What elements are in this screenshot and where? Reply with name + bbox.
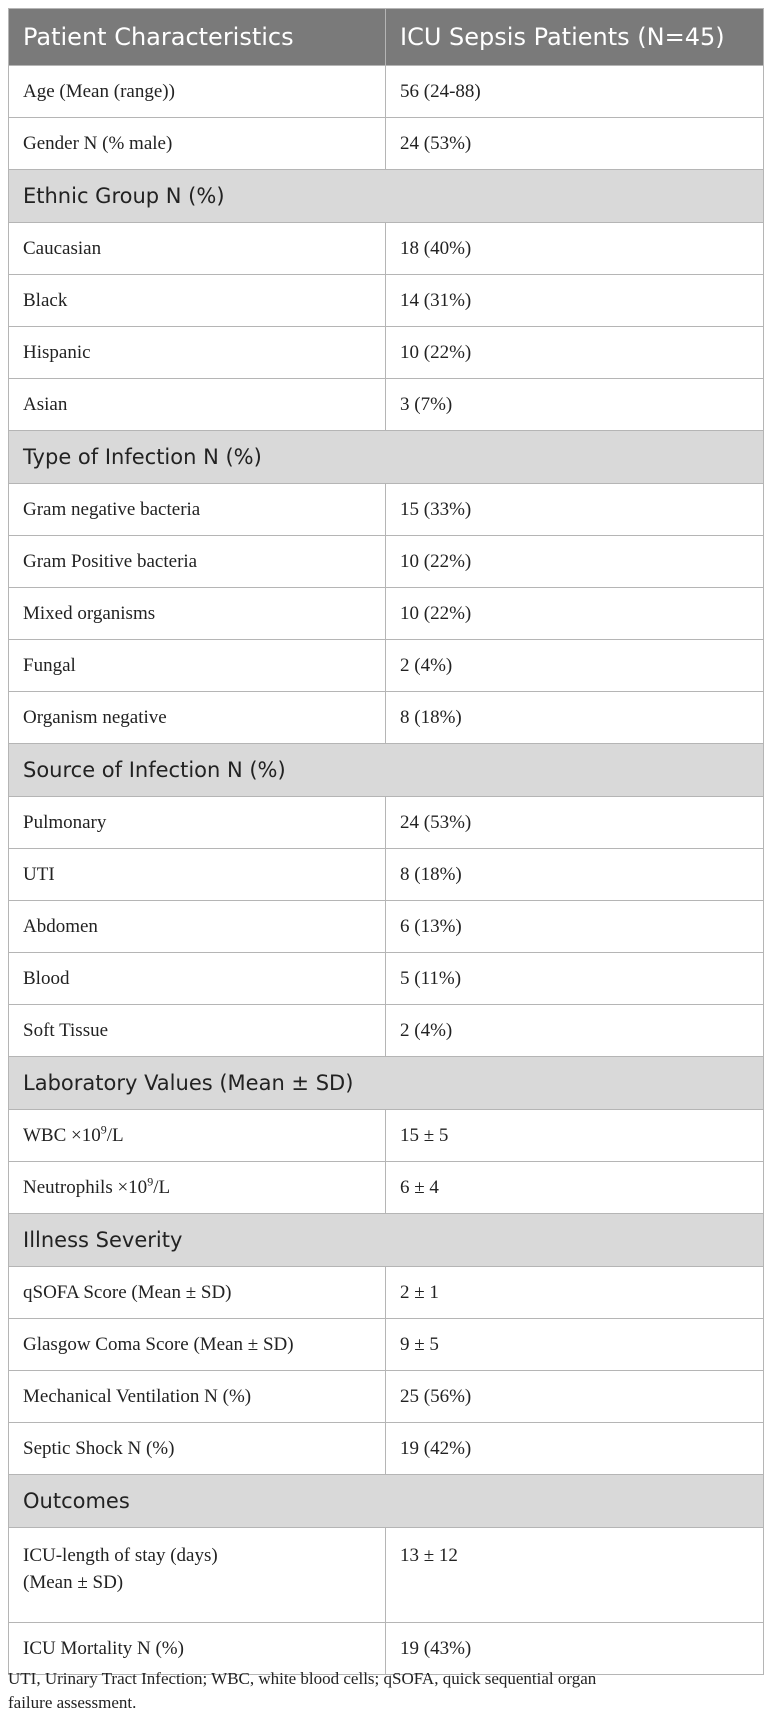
row-label: Organism negative — [9, 692, 386, 744]
table-row — [9, 849, 764, 901]
row-value: 8 (18%) — [386, 849, 764, 901]
table-row — [9, 536, 764, 588]
row-value: 14 (31%) — [386, 275, 764, 327]
section-illness-severity: Illness Severity — [9, 1214, 764, 1267]
row-value: 24 (53%) — [386, 797, 764, 849]
section-header-row — [9, 744, 764, 797]
header-patient-characteristics: Patient Characteristics — [9, 9, 386, 66]
row-value: 10 (22%) — [386, 536, 764, 588]
row-label: ICU Mortality N (%) — [9, 1623, 386, 1675]
row-value: 2 (4%) — [386, 640, 764, 692]
row-value: 18 (40%) — [386, 223, 764, 275]
row-value: 25 (56%) — [386, 1371, 764, 1423]
table-row — [9, 1528, 764, 1623]
table-row — [9, 692, 764, 744]
row-label: UTI — [9, 849, 386, 901]
row-label: Fungal — [9, 640, 386, 692]
footnote-line-2: failure assessment. — [8, 1693, 137, 1712]
row-label: Mechanical Ventilation N (%) — [9, 1371, 386, 1423]
table-row — [9, 66, 764, 118]
los-line-1: ICU-length of stay (days) — [23, 1545, 218, 1566]
table-row — [9, 588, 764, 640]
section-source-of-infection: Source of Infection N (%) — [9, 744, 764, 797]
row-value: 6 ± 4 — [386, 1162, 764, 1214]
row-value: 8 (18%) — [386, 692, 764, 744]
neutrophils-suffix: /L — [153, 1176, 171, 1198]
row-value: 10 (22%) — [386, 327, 764, 379]
row-value: 15 ± 5 — [386, 1110, 764, 1162]
row-value: 13 ± 12 — [386, 1528, 764, 1623]
table-row — [9, 1267, 764, 1319]
row-value: 2 ± 1 — [386, 1267, 764, 1319]
row-label: Black — [9, 275, 386, 327]
footnote-line-1: UTI, Urinary Tract Infection; WBC, white blood cells; qSOFA, quick sequential organ — [8, 1669, 597, 1688]
header-icu-sepsis-patients: ICU Sepsis Patients (N=45) — [386, 9, 764, 66]
row-value: 10 (22%) — [386, 588, 764, 640]
section-header-row — [9, 1475, 764, 1528]
row-value: 3 (7%) — [386, 379, 764, 431]
neutrophils-prefix: Neutrophils ×10 — [23, 1176, 148, 1198]
section-header-row — [9, 170, 764, 223]
row-label: qSOFA Score (Mean ± SD) — [9, 1267, 386, 1319]
characteristics-table-container — [8, 8, 763, 1675]
neutrophils-exponent: 9 — [147, 1174, 154, 1189]
table-row — [9, 327, 764, 379]
wbc-suffix: /L — [106, 1124, 124, 1146]
row-label-length-of-stay — [9, 1528, 386, 1623]
section-ethnic-group: Ethnic Group N (%) — [9, 170, 764, 223]
table-row — [9, 484, 764, 536]
table-footnote — [8, 1667, 768, 1715]
los-line-2: (Mean ± SD) — [23, 1572, 124, 1593]
table-row — [9, 379, 764, 431]
table-row — [9, 1162, 764, 1214]
section-header-row — [9, 1057, 764, 1110]
row-label: Pulmonary — [9, 797, 386, 849]
row-label: Soft Tissue — [9, 1005, 386, 1057]
row-label: Septic Shock N (%) — [9, 1423, 386, 1475]
row-value: 6 (13%) — [386, 901, 764, 953]
row-value: 2 (4%) — [386, 1005, 764, 1057]
row-label: Mixed organisms — [9, 588, 386, 640]
row-label: Caucasian — [9, 223, 386, 275]
row-label: Blood — [9, 953, 386, 1005]
table-row — [9, 901, 764, 953]
row-value: 19 (43%) — [386, 1623, 764, 1675]
table-row — [9, 275, 764, 327]
row-label: Gram negative bacteria — [9, 484, 386, 536]
table-row — [9, 797, 764, 849]
row-value: 19 (42%) — [386, 1423, 764, 1475]
wbc-prefix: WBC ×10 — [23, 1124, 101, 1146]
row-label: Age (Mean (range)) — [9, 66, 386, 118]
row-label: Asian — [9, 379, 386, 431]
table-row — [9, 118, 764, 170]
row-label: Hispanic — [9, 327, 386, 379]
section-type-of-infection: Type of Infection N (%) — [9, 431, 764, 484]
row-label-neutrophils — [9, 1162, 386, 1214]
table-header-row — [9, 9, 764, 66]
row-value: 9 ± 5 — [386, 1319, 764, 1371]
row-value: 24 (53%) — [386, 118, 764, 170]
section-outcomes: Outcomes — [9, 1475, 764, 1528]
section-header-row — [9, 1214, 764, 1267]
row-label: Glasgow Coma Score (Mean ± SD) — [9, 1319, 386, 1371]
table-row — [9, 1110, 764, 1162]
section-header-row — [9, 431, 764, 484]
table-row — [9, 1423, 764, 1475]
row-label: Abdomen — [9, 901, 386, 953]
table-row — [9, 223, 764, 275]
row-value: 5 (11%) — [386, 953, 764, 1005]
row-label: Gender N (% male) — [9, 118, 386, 170]
section-laboratory-values: Laboratory Values (Mean ± SD) — [9, 1057, 764, 1110]
row-label-wbc — [9, 1110, 386, 1162]
row-value: 15 (33%) — [386, 484, 764, 536]
table-row — [9, 1371, 764, 1423]
table-row — [9, 640, 764, 692]
row-value: 56 (24-88) — [386, 66, 764, 118]
patient-characteristics-table — [8, 8, 764, 1675]
row-label: Gram Positive bacteria — [9, 536, 386, 588]
wbc-exponent: 9 — [100, 1122, 107, 1137]
table-row — [9, 1319, 764, 1371]
table-row — [9, 1005, 764, 1057]
table-row — [9, 953, 764, 1005]
